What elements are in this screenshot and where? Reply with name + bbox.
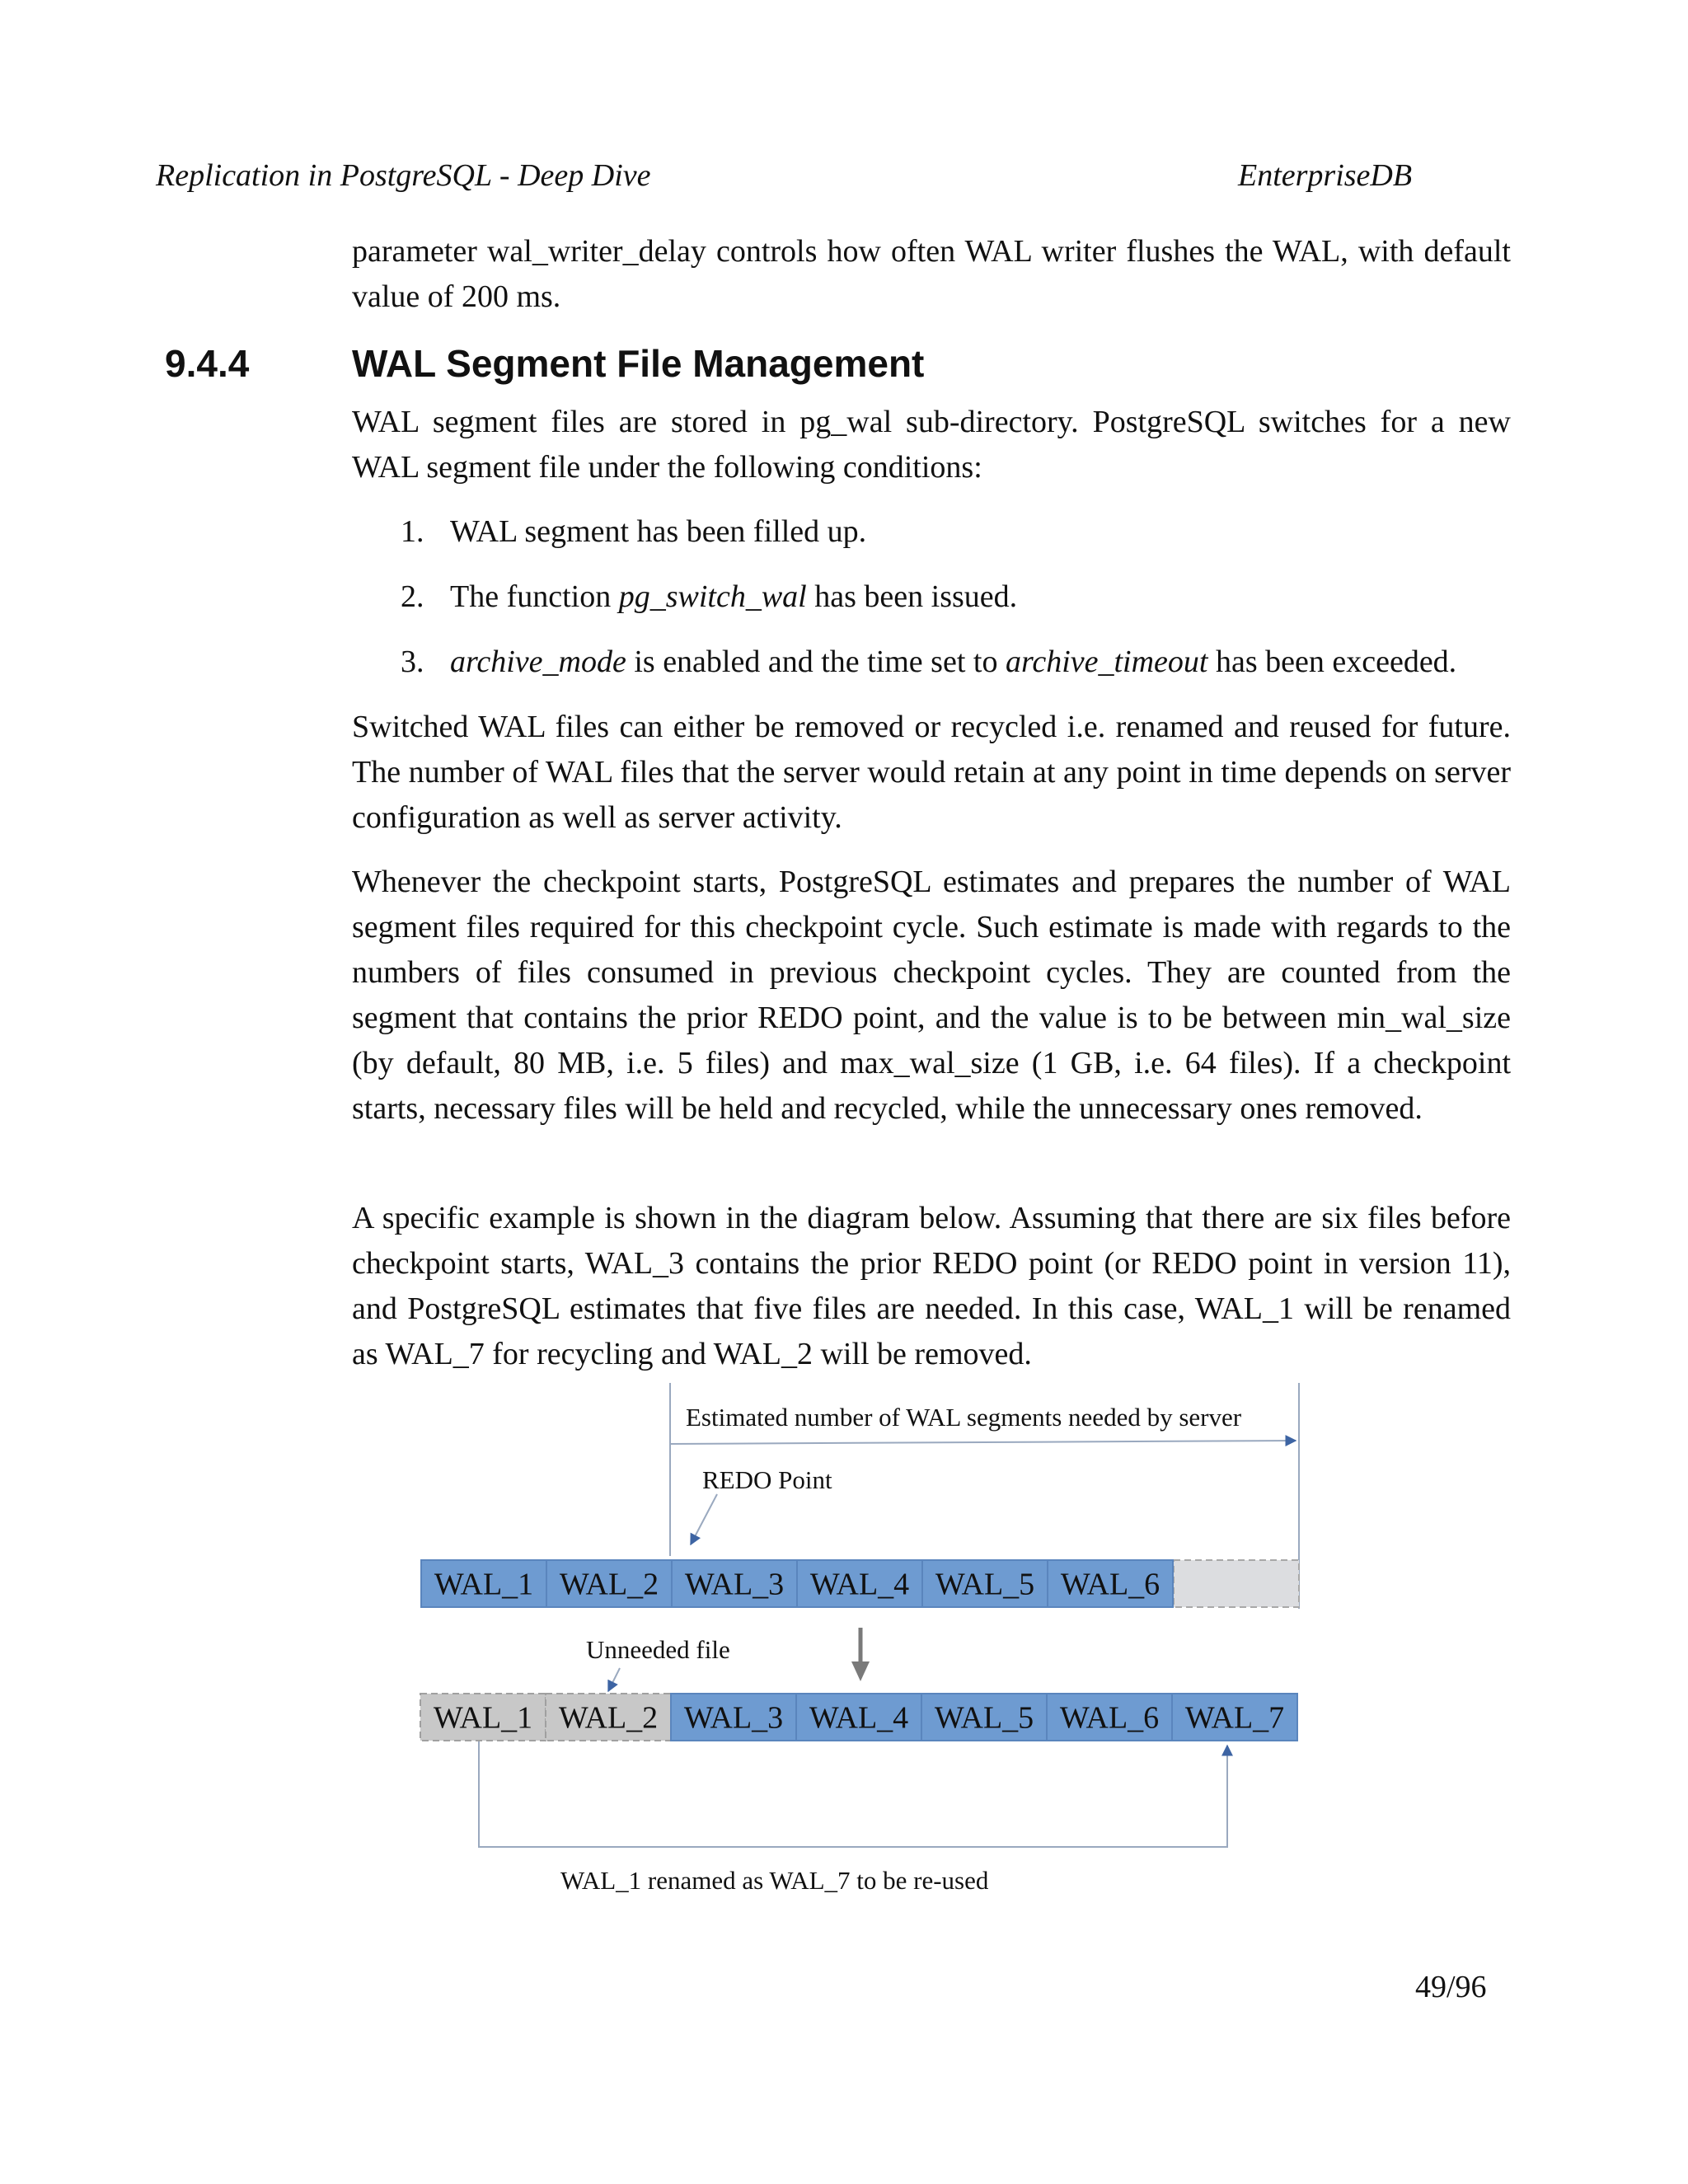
wal-segment-label: WAL_5 xyxy=(935,1567,1035,1602)
parameter-name: archive_mode xyxy=(450,644,626,679)
list-text: is enabled and the time set to xyxy=(626,644,1006,679)
wal-segment-label: WAL_7 xyxy=(1184,1700,1285,1736)
wal-segment xyxy=(922,1560,1048,1607)
section-title: WAL Segment File Management xyxy=(352,342,925,385)
wal-segment xyxy=(797,1560,922,1607)
parameter-name: archive_timeout xyxy=(1005,644,1208,679)
unneeded-file-label: Unneeded file xyxy=(586,1635,730,1664)
rename-arrow xyxy=(479,1741,1227,1847)
estimate-label: Estimated number of WAL segments needed by server xyxy=(686,1403,1242,1432)
wal-segment-label: WAL_4 xyxy=(809,1567,910,1602)
intro-paragraph: parameter wal_writer_delay controls how often WAL writer flushes the WAL, with default value of 200 ms. xyxy=(352,234,1511,314)
wal-segment-label: WAL_6 xyxy=(1059,1700,1160,1736)
redo-point-arrow xyxy=(691,1494,717,1544)
estimate-arrow xyxy=(670,1441,1296,1444)
wal-segment-label: WAL_2 xyxy=(558,1700,659,1736)
wal-segment xyxy=(796,1694,921,1741)
wal-segment xyxy=(546,1694,671,1741)
list-text: has been exceeded. xyxy=(1207,644,1457,679)
redo-point-label: REDO Point xyxy=(702,1465,832,1494)
wal-segment xyxy=(921,1694,1047,1741)
page-number: 49/96 xyxy=(1415,1970,1487,2004)
wal-segment xyxy=(1048,1560,1173,1607)
list-number: 2. xyxy=(401,579,424,614)
wal-segment xyxy=(421,1560,546,1607)
list-number: 1. xyxy=(401,514,424,549)
checkpoint-transition-arrowhead xyxy=(851,1661,870,1681)
wal-segment xyxy=(1047,1694,1172,1741)
rename-label: WAL_1 renamed as WAL_7 to be re-used xyxy=(560,1866,989,1895)
wal-segment xyxy=(420,1694,546,1741)
wal-segment-label: WAL_1 xyxy=(433,1700,533,1736)
wal-segment-label: WAL_3 xyxy=(684,1567,785,1602)
paragraph-checkpoint: Whenever the checkpoint starts, PostgreSQL estimates and prepares the number of WAL segment files required for this checkpoint cycle. Such estimate is made with regards to the numbers of files consumed in previous checkpoint cycles. They are counted from the segment that contains the prior REDO point, and the value is to be between min_wal_size (by default, 80 MB, i.e. 5 files) and max_wal_size (1 GB, i.e. 64 files). If a checkpoint starts, necessary files will be held and recycled, while the unnecessary ones removed. xyxy=(352,865,1511,1126)
wal-segment-label: WAL_2 xyxy=(559,1567,659,1602)
wal-segment xyxy=(1172,1694,1297,1741)
list-text: has been issued. xyxy=(806,579,1018,614)
section-number: 9.4.4 xyxy=(165,342,250,385)
wal-segment xyxy=(672,1560,797,1607)
wal-segment-label: WAL_4 xyxy=(809,1700,909,1736)
wal-row-after xyxy=(420,1694,1297,1741)
paragraph-switched-files: Switched WAL files can either be removed or recycled i.e. renamed and reused for future. The number of WAL files that the server would retain at any point in time depends on server configuration as well as server activity. xyxy=(352,710,1511,835)
wal-segment-label: WAL_3 xyxy=(683,1700,784,1736)
unneeded-file-arrow xyxy=(608,1668,620,1691)
running-header-company: EnterpriseDB xyxy=(1238,158,1413,193)
wal-segment-label: WAL_5 xyxy=(934,1700,1034,1736)
list-text: The function xyxy=(450,579,619,614)
wal-segment-label: WAL_6 xyxy=(1060,1567,1160,1602)
empty-segment-slot xyxy=(1174,1560,1299,1607)
function-name: pg_switch_wal xyxy=(618,579,807,614)
wal-segment xyxy=(671,1694,796,1741)
wal-row-before xyxy=(421,1560,1299,1607)
paragraph-example: A specific example is shown in the diagram below. Assuming that there are six files before checkpoint starts, WAL_3 contains the prior REDO point (or REDO point in version 11), and PostgreSQL estimates that five files are needed. In this case, WAL_1 will be renamed as WAL_7 for recycling and WAL_2 will be removed. xyxy=(352,1201,1511,1371)
wal-segment-label: WAL_1 xyxy=(434,1567,534,1602)
running-header-title: Replication in PostgreSQL - Deep Dive xyxy=(156,158,651,193)
paragraph-storage: WAL segment files are stored in pg_wal sub-directory. PostgreSQL switches for a new WAL segment file under the following conditions: xyxy=(352,405,1511,485)
list-number: 3. xyxy=(401,644,424,679)
list-text: WAL segment has been filled up. xyxy=(450,514,867,549)
wal-segment xyxy=(546,1560,672,1607)
